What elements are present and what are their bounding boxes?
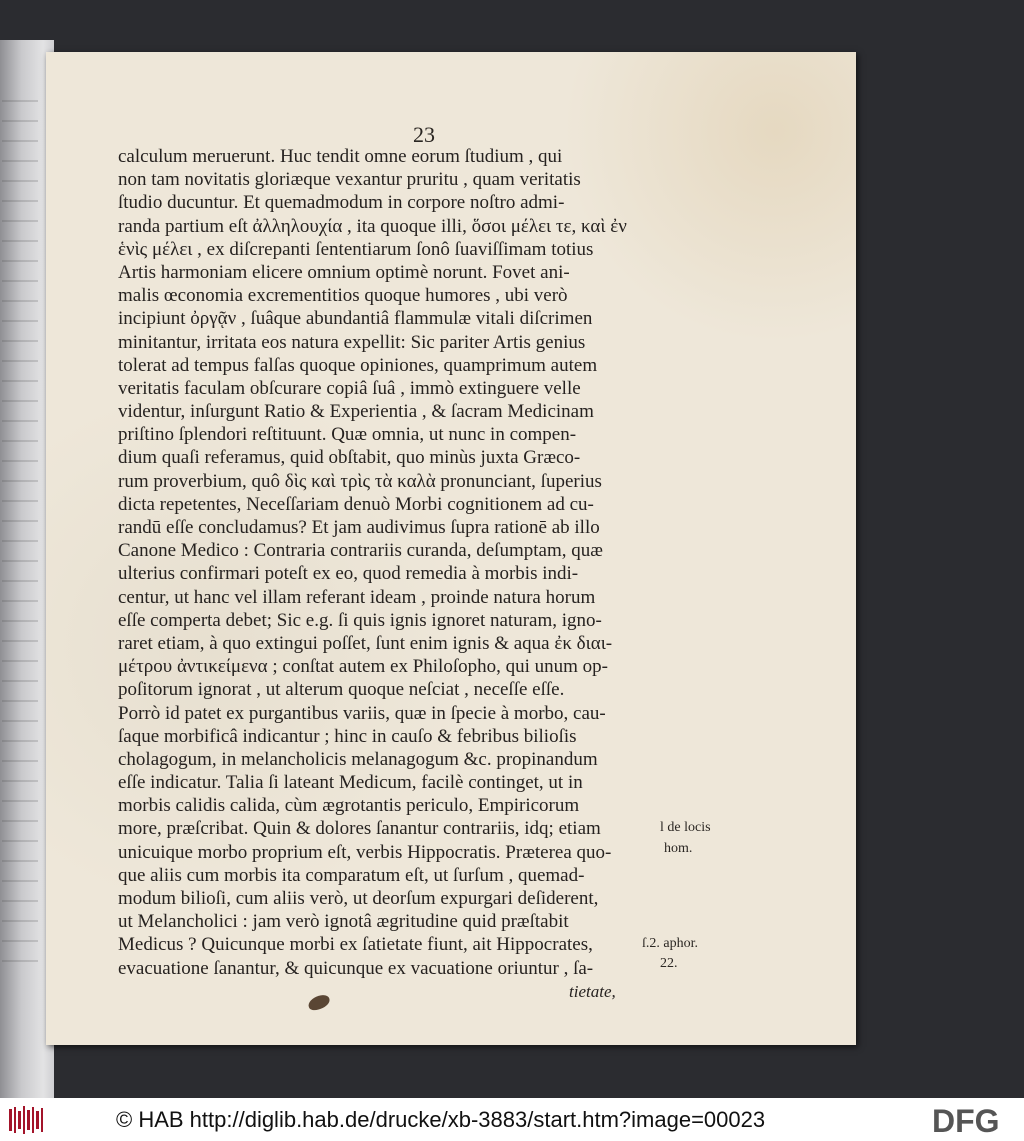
text-line: modum bilioſi, cum aliis verò, ut deorſum expurgari deſiderent, [118, 888, 599, 909]
text-line: eſſe comperta debet; Sic e.g. ſi quis ignis ignoret naturam, igno- [118, 609, 602, 631]
footer-bar [0, 1098, 1024, 1141]
marginal-note-2-line-1: ſ.2. aphor. [642, 936, 698, 951]
scanned-page [46, 52, 856, 1045]
text-line: ἑνὶς μέλει , ex diſcrepanti ſententiarum ſonô ſuaviſſimam totius [118, 238, 594, 260]
text-line: centur, ut hanc vel illam referant ideam , proinde natura horum [118, 586, 596, 608]
text-line: calculum meruerunt. Huc tendit omne eorum ſtudium , qui [118, 146, 563, 167]
copyright-link[interactable]: © HAB http://diglib.hab.de/drucke/xb-3883/start.htm?image=00023 [116, 1107, 766, 1132]
catchword: tietate, [569, 982, 616, 1001]
text-line: Canone Medico : Contraria contrariis curanda, deſumptam, quæ [118, 540, 603, 562]
text-line: ut Melancholici : jam verò ignotâ ægritudine quid præſtabit [118, 911, 569, 933]
text-line: randū eſſe concludamus? Et jam audivimus ſupra rationē ab illo [118, 517, 600, 538]
text-line: more, præſcribat. Quin & dolores ſanantur contrariis, idq; etiam [118, 818, 601, 840]
text-line: cholagogum, in melancholicis melanagogum &c. propinandum [118, 748, 598, 770]
page-number: 23 [413, 122, 435, 147]
text-line: ulterius confirmari poteſt ex eo, quod remedia à morbis indi- [118, 563, 579, 585]
text-line: ſaque morbificâ indicantur ; hinc in cauſo & febribus bilioſis [118, 725, 577, 747]
text-line: unicuique morbo proprium eſt, verbis Hippocratis. Præterea quo- [118, 841, 612, 863]
text-line: Artis harmoniam elicere omnium optimè norunt. Fovet ani- [118, 261, 570, 283]
text-line: Medicus ? Quicunque morbi ex ſatietate fiunt, ait Hippocrates, [118, 934, 593, 956]
marginal-note-2-line-2: 22. [660, 956, 678, 971]
text-line: tolerat ad tempus falſas quoque opiniones, quamprimum autem [118, 354, 598, 376]
dfg-logo-text: DFG [932, 1104, 1000, 1136]
text-line: evacuatione ſanantur, & quicunque ex vacuatione oriuntur , ſa- [118, 957, 594, 979]
text-line: eſſe indicatur. Talia ſi lateant Medicum, facilè continget, ut in [118, 772, 583, 794]
text-line: videntur, inſurgunt Ratio & Experientia , & ſacram Medicinam [118, 401, 594, 423]
marginal-note-1-line-1: l de locis [660, 820, 711, 835]
previous-page-text-bleed [2, 100, 38, 980]
text-line: que aliis cum morbis ita comparatum eſt, ut ſurſum , quemad- [118, 864, 585, 886]
text-line: dium quaſi referamus, quid obſtabit, quo minùs juxta Græco- [118, 447, 581, 469]
text-line: minitantur, irritata eos natura expellit: Sic pariter Artis genius [118, 331, 586, 353]
text-line: raret etiam, à quo extingui poſſet, ſunt enim ignis & aqua ἐκ διαι- [118, 632, 613, 654]
ink-blot [307, 993, 332, 1012]
marginal-note-1-line-2: hom. [664, 841, 693, 856]
text-line: randa partium eſt ἀλληλουχία , ita quoque illi, ὅσοι μέλει τε, καὶ ἐν [118, 215, 627, 237]
dfg-logo-icon [930, 1104, 1018, 1136]
text-line: ſtudio ducuntur. Et quemadmodum in corpore noſtro admi- [118, 192, 565, 214]
text-line: rum proverbium, quô δὶς καὶ τρὶς τὰ καλὰ pronunciant, ſuperius [118, 470, 602, 492]
text-line: veritatis faculam obſcurare copiâ ſuâ , immò extinguere velle [118, 377, 581, 399]
text-line: priſtino ſplendori reſtituunt. Quæ omnia, ut nunc in compen- [118, 424, 577, 446]
hab-logo-icon [8, 1105, 46, 1135]
text-line: Porrò id patet ex purgantibus variis, quæ in ſpecie à morbo, cau- [118, 702, 606, 724]
text-line: dicta repetentes, Neceſſariam denuò Morbi cognitionem ad cu- [118, 493, 594, 515]
text-line: malis œconomia excrementitios quoque humores , ubi verò [118, 285, 568, 307]
text-line: incipiunt ὀργᾷν , ſuâque abundantiâ flammulæ vitali diſcrimen [118, 308, 593, 330]
text-line: μέτρου ἀντικείμενα ; conſtat autem ex Philoſopho, qui unum op- [118, 656, 608, 678]
text-line: non tam novitatis gloriæque vexantur pruritu , quam veritatis [118, 169, 581, 191]
text-line: morbis calidis calida, cùm ægrotantis periculo, Empiricorum [118, 795, 580, 817]
body-text [118, 145, 638, 980]
text-line: poſitorum ignorat , ut alterum quoque neſciat , neceſſe eſſe. [118, 679, 565, 701]
